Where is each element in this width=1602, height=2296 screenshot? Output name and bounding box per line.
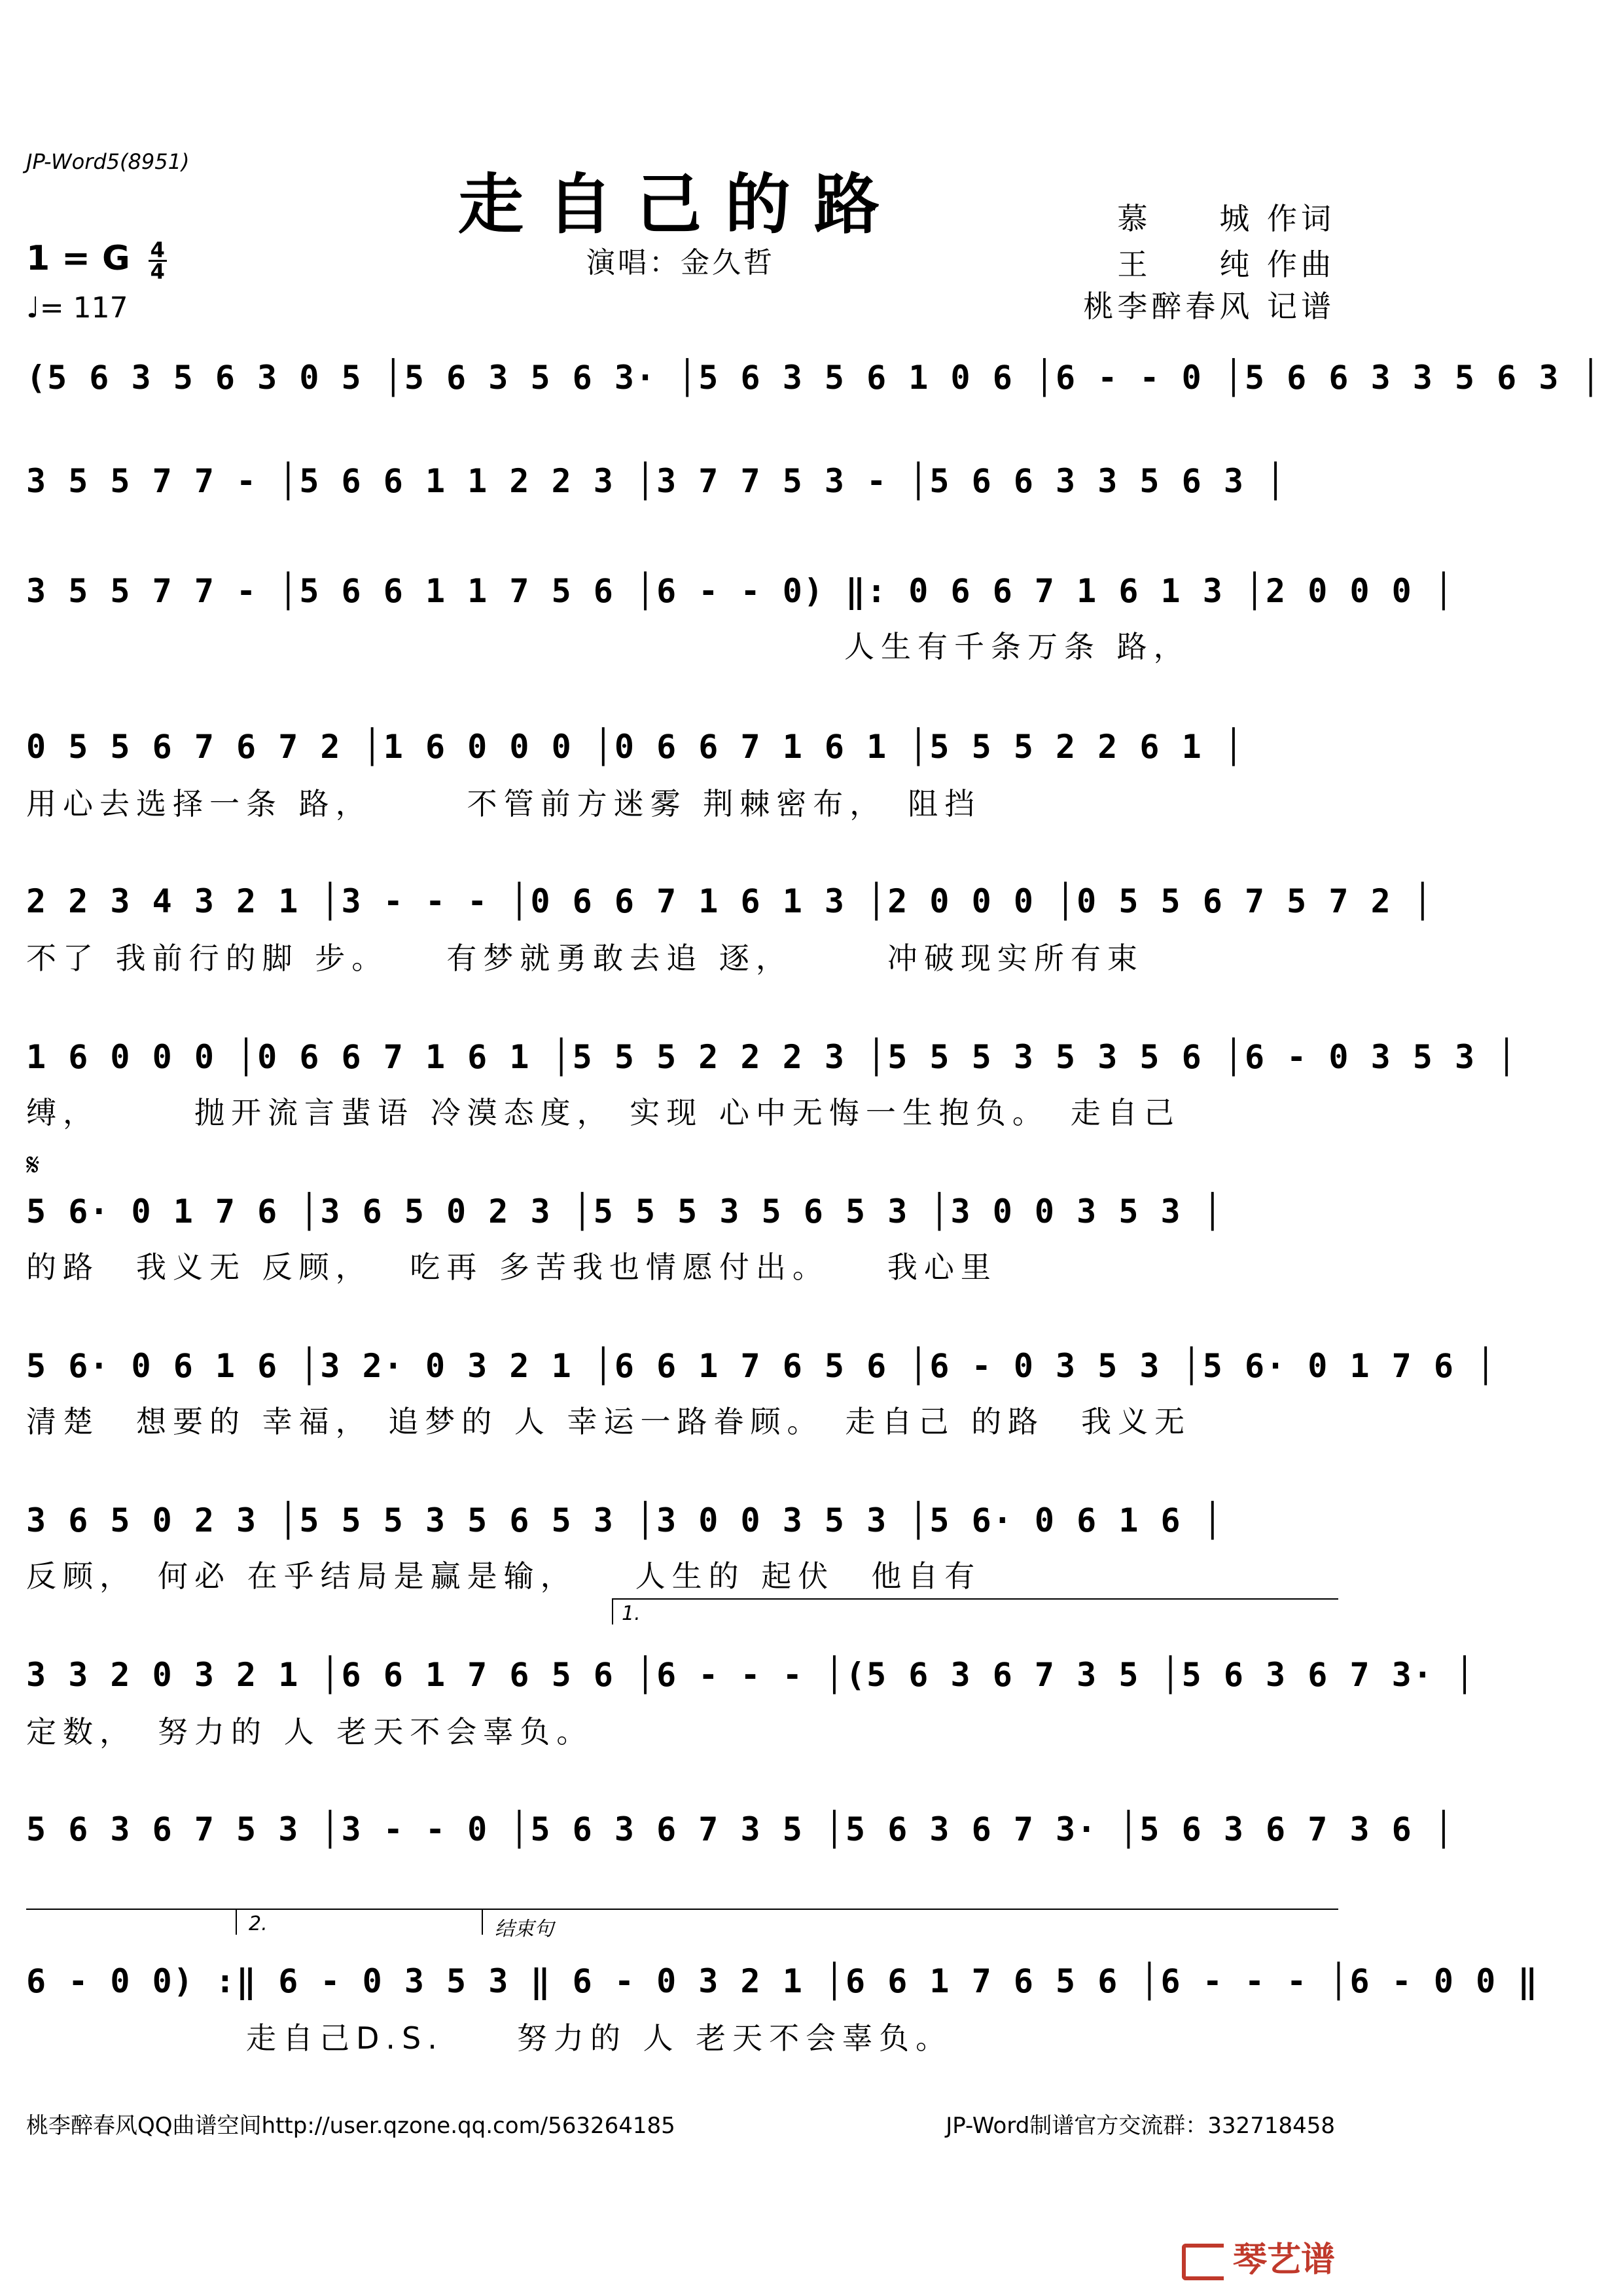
- music-line-7: 5 6· 0 1 7 6 │3 6 5 0 2 3 │5 5 5 3 5 6 5 3 │3 0 0 3 5 3 │: [26, 1193, 1224, 1230]
- segno-sign: 𝄋: [26, 1147, 40, 1183]
- time-top: 4: [150, 237, 165, 262]
- lyric-line-7: 的路 我义无 反顾， 吃再 多苦我也情愿付出。 我心里: [26, 1249, 997, 1285]
- music-line-9: 3 6 5 0 2 3 │5 5 5 3 5 6 5 3 │3 0 0 3 5 3 │5 6· 0 6 1 6 │: [26, 1501, 1224, 1539]
- ending-label: 结束句: [495, 1918, 554, 1941]
- lyric-line-12: 走自己D.S. 努力的 人 老天不会辜负。: [26, 2020, 953, 2056]
- key-text: 1 = G: [26, 239, 130, 278]
- lyric-line-6: 缚， 抛开流言蜚语 冷漠态度， 实现 心中无悔一生抱负。 走自己: [26, 1095, 1181, 1130]
- time-signature: [149, 237, 167, 284]
- software-mark: JP-Word5(8951): [26, 149, 190, 174]
- music-line-1: (5 6 3 5 6 3 0 5 │5 6 3 5 6 3· │5 6 3 5 6 1 0 6 │6 - - 0 │5 6 6 3 3 5 6 3 │: [26, 359, 1602, 397]
- footer-source: 桃李醉春风QQ曲谱空间http://user.qzone.qq.com/563264185: [26, 2113, 675, 2139]
- singer-credit: 演唱：金久哲: [586, 246, 775, 279]
- lyricist-credit: 慕 城 作词: [1117, 201, 1335, 236]
- music-line-2: 3 5 5 7 7 - │5 6 6 1 1 2 2 3 │3 7 7 5 3 - │5 6 6 3 3 5 6 3 │: [26, 462, 1287, 500]
- lyric-line-3: 人生有千条万条 路，: [844, 629, 1190, 664]
- footer-group: JP-Word制谱官方交流群：332718458: [946, 2113, 1335, 2139]
- composer-credit: 王 纯 作曲: [1117, 247, 1335, 282]
- music-line-11: 5 6 3 6 7 5 3 │3 - - 0 │5 6 3 6 7 3 5 │5 6 3 6 7 3· │5 6 3 6 7 3 6 │: [26, 1810, 1455, 1848]
- lyric-line-9: 反顾， 何必 在乎结局是赢是输， 人生的 起伏 他自有: [26, 1558, 982, 1594]
- lyric-line-5: 不了 我前行的脚 步。 有梦就勇敢去追 逐， 冲破现实所有束: [26, 941, 1144, 976]
- tempo-marking: ♩= 117: [26, 291, 128, 325]
- volta-2-label: 2.: [249, 1912, 268, 1935]
- lyric-line-8: 清楚 想要的 幸福， 追梦的 人 幸运一路眷顾。 走自己 的路 我义无: [26, 1404, 1192, 1439]
- music-line-4: 0 5 5 6 7 6 7 2 │1 6 0 0 0 │0 6 6 7 1 6 1 │5 5 5 2 2 6 1 │: [26, 728, 1245, 766]
- logo-icon: [1182, 2244, 1224, 2280]
- song-title: 走自己的路: [458, 166, 903, 243]
- qinyipu-logo: [1182, 2232, 1335, 2281]
- music-line-6: 1 6 0 0 0 │0 6 6 7 1 6 1 │5 5 5 2 2 2 3 │5 5 5 3 5 3 5 6 │6 - 0 3 5 3 │: [26, 1038, 1518, 1076]
- volta-1-label: 1.: [622, 1602, 641, 1625]
- transcriber-credit: 桃李醉春风 记谱: [1083, 289, 1335, 324]
- music-line-10: 3 3 2 0 3 2 1 │6 6 1 7 6 5 6 │6 - - - │(5 6 3 6 7 3 5 │5 6 3 6 7 3· │: [26, 1656, 1476, 1694]
- music-line-5: 2 2 3 4 3 2 1 │3 - - - │0 6 6 7 1 6 1 3 │2 0 0 0 │0 5 5 6 7 5 7 2 │: [26, 882, 1434, 920]
- music-line-12: 6 - 0 0) :‖ 6 - 0 3 5 3 ‖ 6 - 0 3 2 1 │6 6 1 7 6 5 6 │6 - - - │6 - 0 0 ‖: [26, 1962, 1539, 2000]
- music-line-3: 3 5 5 7 7 - │5 6 6 1 1 7 5 6 │6 - - 0) ‖: 0 6 6 7 1 6 1 3 │2 0 0 0 │: [26, 572, 1455, 610]
- logo-text: 琴艺谱: [1232, 2240, 1335, 2280]
- key-signature: [26, 237, 167, 284]
- time-bottom: 4: [150, 259, 165, 284]
- lyric-line-10: 定数， 努力的 人 老天不会辜负。: [26, 1714, 594, 1749]
- lyric-line-4: 用心去选择一条 路， 不管前方迷雾 荆棘密布， 阻挡: [26, 786, 982, 821]
- music-line-8: 5 6· 0 6 1 6 │3 2· 0 3 2 1 │6 6 1 7 6 5 6 │6 - 0 3 5 3 │5 6· 0 1 7 6 │: [26, 1347, 1497, 1385]
